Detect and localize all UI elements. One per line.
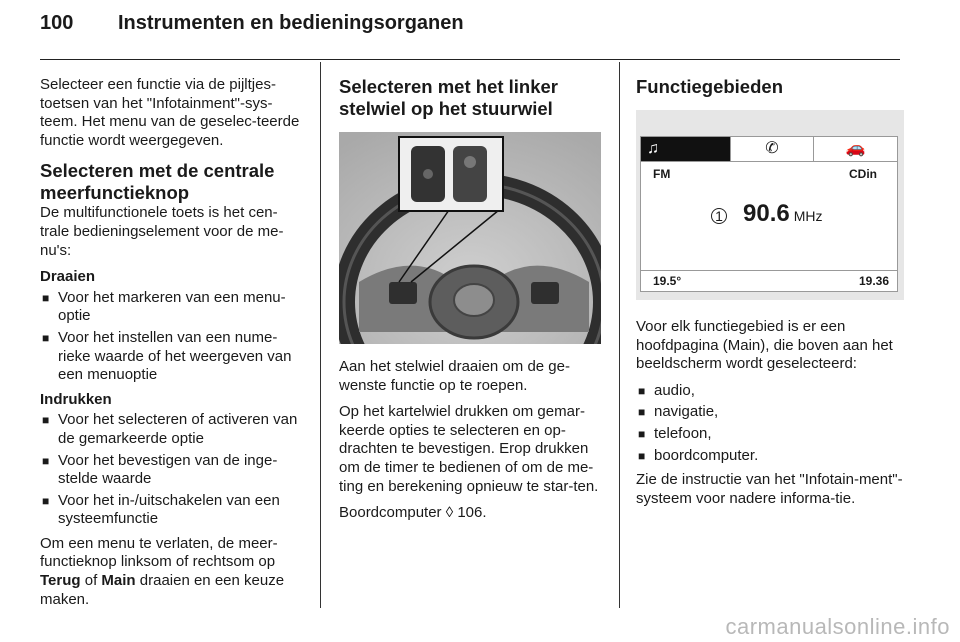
frequency-value: 90.6 <box>743 200 790 227</box>
car-icon: 🚗 <box>845 139 866 157</box>
list-item: ■ Voor het bevestigen van de inge-stelde waarde <box>40 452 304 489</box>
source-row <box>641 162 897 184</box>
section-heading-functiegebieden: Functiegebieden <box>636 76 783 97</box>
cross-reference: Boordcomputer ◊ 106. <box>339 504 487 522</box>
list-item: ■ navigatie, <box>636 403 904 422</box>
stelwiel-p1: Aan het stelwiel draaien om de ge-wenste functie op te roepen. <box>339 358 570 394</box>
section-heading-stelwiel: Selecteren met het linker stelwiel op het stuurwiel <box>339 76 559 119</box>
list-functiegebieden <box>636 382 904 465</box>
term-main: Main <box>101 572 136 590</box>
list-item: ■ Voor het instellen van een nume-rieke waarde of het weergeven van een menuoptie <box>40 329 304 385</box>
frequency-unit: MHz <box>793 208 823 224</box>
display-status-bar <box>641 270 897 291</box>
phone-icon: ✆ <box>731 137 815 161</box>
source-fm: FM <box>653 167 671 181</box>
intro-paragraph: Selecteer een functie via de pijltjes-toetsen van het "Infotainment"-sys-teem. Het menu van de geselec-teerde functie wordt weergegeven. <box>40 76 300 149</box>
list-item: ■ audio, <box>636 382 904 401</box>
term-terug: Terug <box>40 572 81 590</box>
list-item: ■ boordcomputer. <box>636 447 904 466</box>
list-item: ■ telefoon, <box>636 425 904 444</box>
column-middle <box>339 76 605 531</box>
music-icon: ♫ <box>641 137 731 161</box>
section-heading-centrale: Selecteren met de centrale meerfunctieknop <box>40 160 275 204</box>
watermark: carmanualsonline.info <box>725 614 950 639</box>
reference-arrow-icon: ◊ <box>445 504 454 522</box>
multifunction-desc: De multifunctionele toets is het cen-trale bedieningselement voor de me-nu's: <box>40 204 284 259</box>
stelwiel-p2: Op het kartelwiel drukken om gemar-keerde opties te selecteren en op-drachten te bevestigen. Erop drukken om de timer te bedienen of om de me-ting en berekening opnieuw te star-ten. <box>339 403 599 495</box>
column-left <box>40 76 304 617</box>
functiegebieden-p2: Zie de instructie van het "Infotain-ment"-systeem voor nadere informa-tie. <box>636 471 903 507</box>
display-screen <box>640 136 898 292</box>
list-item: ■ Voor het selecteren of activeren van de gemarkeerde optie <box>40 411 304 448</box>
frequency-readout <box>711 200 823 227</box>
preset-number: 1 <box>711 208 727 224</box>
page-header <box>40 12 464 35</box>
column-divider-2 <box>619 62 620 608</box>
header-rule <box>40 59 900 60</box>
list-item: ■ Voor het markeren van een menu-optie <box>40 289 304 326</box>
column-right <box>636 76 904 516</box>
temperature: 19.5° <box>653 273 682 288</box>
column-divider-1 <box>320 62 321 608</box>
page-number: 100 <box>40 12 74 34</box>
chapter-title: Instrumenten en bedieningsorganen <box>118 12 464 34</box>
clock: 19.36 <box>858 273 889 288</box>
display-tabs <box>641 137 897 162</box>
label-draaien: Draaien <box>40 268 96 286</box>
list-draaien <box>40 289 304 385</box>
list-indrukken <box>40 411 304 529</box>
infotainment-display-illustration <box>636 110 904 300</box>
functiegebieden-p1: Voor elk functiegebied is er een hoofdpagina (Main), die boven aan het beeldscherm wordt geselecteerd: <box>636 318 893 373</box>
outro-paragraph: Om een menu te verlaten, de meer-functieknop linksom of rechtsom op Terug of Main draaien en een keuze maken. <box>40 534 285 608</box>
source-cdin: CDin <box>849 167 877 181</box>
label-indrukken: Indrukken <box>40 390 112 408</box>
steering-wheel-illustration <box>339 132 601 344</box>
list-item: ■ Voor het in-/uitschakelen van een systeemfunctie <box>40 492 304 529</box>
